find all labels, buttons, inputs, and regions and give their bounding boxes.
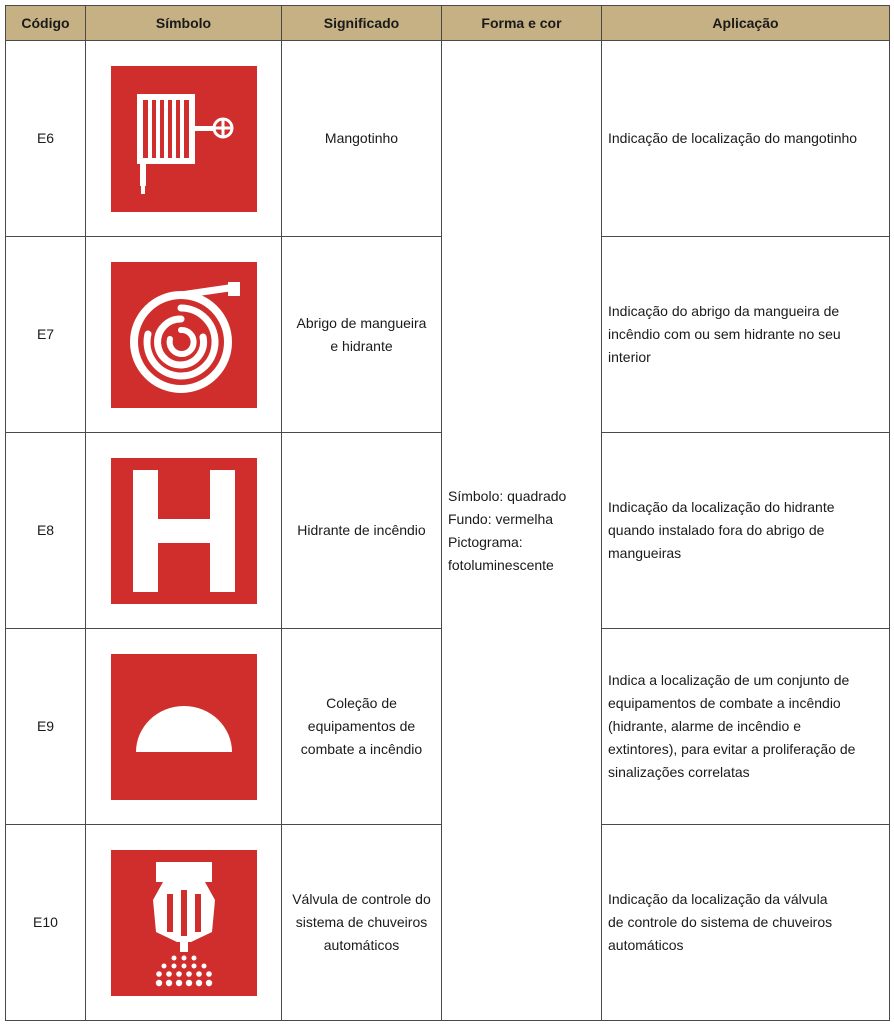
row-application <box>602 825 890 1021</box>
application-line: incêndio com ou sem hidrante no seu <box>608 326 841 342</box>
table-header-row <box>6 6 890 41</box>
application-line: Indicação da localização da válvula <box>608 891 828 907</box>
hose-reel-icon <box>111 66 257 212</box>
form-pictogram-value-line: fotoluminescente <box>448 556 554 573</box>
row-code: E7 <box>6 237 86 433</box>
header-symbol: Símbolo <box>86 6 282 41</box>
row-symbol <box>86 825 282 1021</box>
form-pictogram-line: Pictograma: <box>448 533 523 550</box>
signage-table <box>5 5 890 1021</box>
meaning-line: combate a incêndio <box>300 741 423 757</box>
row-application <box>602 41 890 237</box>
row-application <box>602 237 890 433</box>
row-meaning <box>282 237 442 433</box>
row-meaning <box>282 629 442 825</box>
row-symbol <box>86 629 282 825</box>
application-line: automáticos <box>608 937 684 953</box>
application-line: quando instalado fora do abrigo de <box>608 522 825 538</box>
meaning-line: equipamentos de <box>307 718 416 734</box>
shared-form-color-cell <box>442 41 602 1021</box>
row-code: E9 <box>6 629 86 825</box>
header-meaning: Significado <box>282 6 442 41</box>
meaning-line: Válvula de controle do <box>292 891 431 907</box>
meaning-line: sistema de chuveiros <box>295 914 428 930</box>
row-symbol <box>86 433 282 629</box>
row-symbol <box>86 41 282 237</box>
row-application <box>602 629 890 825</box>
meaning-line: Mangotinho <box>324 130 399 146</box>
hydrant-h-icon <box>111 458 257 604</box>
application-line: Indicação do abrigo da mangueira de <box>608 303 840 319</box>
row-code: E10 <box>6 825 86 1021</box>
table-row <box>6 41 890 237</box>
application-line: (hidrante, alarme de incêndio e <box>608 718 802 734</box>
meaning-line: automáticos <box>323 937 400 953</box>
application-line: Indica a localização de um conjunto de <box>608 672 850 688</box>
row-meaning <box>282 825 442 1021</box>
application-line: Indicação da localização do hidrante <box>608 499 835 515</box>
sprinkler-valve-icon <box>111 850 257 996</box>
meaning-line: Hidrante de incêndio <box>297 522 426 538</box>
equipment-dome-icon <box>111 654 257 800</box>
row-code: E8 <box>6 433 86 629</box>
application-line: de controle do sistema de chuveiros <box>608 914 833 930</box>
form-background-line: Fundo: vermelha <box>448 510 554 527</box>
application-line: interior <box>608 349 651 365</box>
application-line: Indicação de localização do mangotinho <box>608 130 858 146</box>
application-line: extintores), para evitar a proliferação de <box>608 741 856 757</box>
application-line: equipamentos de combate a incêndio <box>608 695 841 711</box>
row-code: E6 <box>6 41 86 237</box>
application-line: mangueiras <box>608 545 682 561</box>
row-application <box>602 433 890 629</box>
meaning-line: e hidrante <box>330 337 393 354</box>
meaning-line: Abrigo de mangueira <box>296 314 427 331</box>
row-symbol <box>86 237 282 433</box>
meaning-line: Coleção de <box>326 695 397 711</box>
form-shape-line: Símbolo: quadrado <box>448 487 567 504</box>
header-application: Aplicação <box>602 6 890 41</box>
fire-hose-cabinet-icon <box>111 262 257 408</box>
header-code: Código <box>6 6 86 41</box>
header-form-color: Forma e cor <box>442 6 602 41</box>
application-line: sinalizações correlatas <box>608 764 750 780</box>
row-meaning <box>282 41 442 237</box>
row-meaning <box>282 433 442 629</box>
